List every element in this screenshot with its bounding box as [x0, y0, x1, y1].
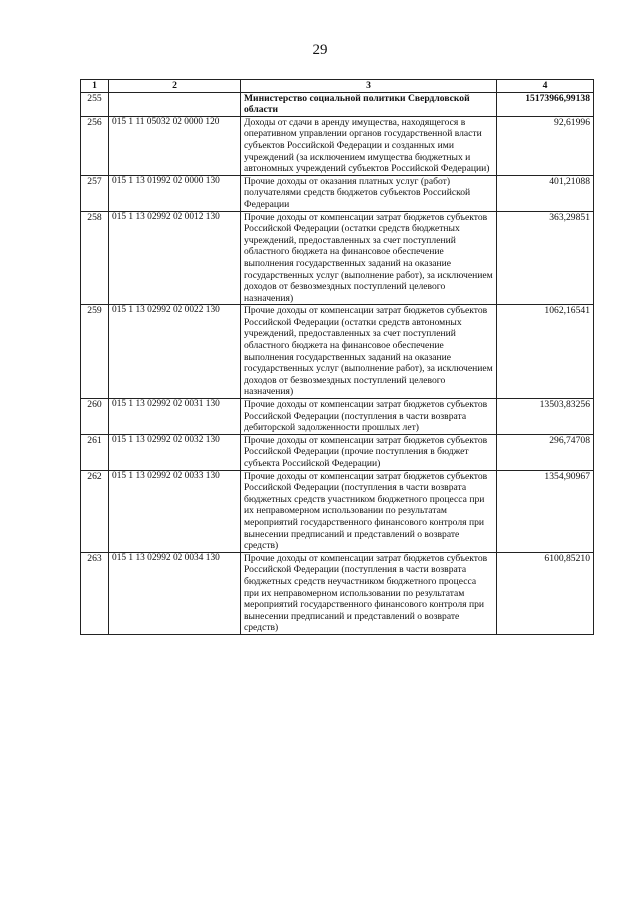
- revenue-name: Прочие доходы от компенсации затрат бюджетов субъектов Российской Федерации (остатки средств бюджетных учреждений, предоставленных за счет поступлений областного бюджета на финансовое обеспечение выполнения государственных заданий на оказание государственных услуг (выполнение работ), за исключением доходов от безвозмездных поступлений целевого назначения): [241, 211, 497, 305]
- table-header-row: [81, 80, 594, 93]
- amount: 401,21088: [497, 175, 594, 211]
- table-row: [81, 175, 594, 211]
- table-row: [81, 92, 594, 116]
- table-row: [81, 211, 594, 305]
- row-number: 257: [81, 175, 109, 211]
- amount: 1354,90967: [497, 470, 594, 552]
- revenue-name: Прочие доходы от компенсации затрат бюджетов субъектов Российской Федерации (поступления в части возврата дебиторской задолженности прошлых лет): [241, 399, 497, 435]
- amount: 296,74708: [497, 434, 594, 470]
- row-number: 263: [81, 552, 109, 634]
- revenue-name: Прочие доходы от компенсации затрат бюджетов субъектов Российской Федерации (остатки средств автономных учреждений, предоставленных за счет поступлений областного бюджета на финансовое обеспечение выполнения государственных заданий на оказание государственных услуг (выполнение работ), за исключением доходов от безвозмездных поступлений целевого назначения): [241, 305, 497, 399]
- amount: 15173966,99138: [497, 92, 594, 116]
- amount: 1062,16541: [497, 305, 594, 399]
- revenue-name: Доходы от сдачи в аренду имущества, находящегося в оперативном управлении органов государственной власти субъектов Российской Федерации и созданных ими учреждений (за исключением имущества бюджетных и автономных учреждений субъектов Российской Федерации): [241, 116, 497, 175]
- row-number: 261: [81, 434, 109, 470]
- column-header-2: 2: [109, 80, 241, 93]
- amount: 363,29851: [497, 211, 594, 305]
- row-number: 259: [81, 305, 109, 399]
- amount: 92,61996: [497, 116, 594, 175]
- budget-code: 015 1 11 05032 02 0000 120: [109, 116, 241, 175]
- budget-code: 015 1 13 02992 02 0032 130: [109, 434, 241, 470]
- row-number: 256: [81, 116, 109, 175]
- amount: 13503,83256: [497, 399, 594, 435]
- table-row: [81, 434, 594, 470]
- table-row: [81, 470, 594, 552]
- table-row: [81, 116, 594, 175]
- revenue-name: Прочие доходы от оказания платных услуг (работ) получателями средств бюджетов субъектов Российской Федерации: [241, 175, 497, 211]
- table-row: [81, 305, 594, 399]
- table-row: [81, 552, 594, 634]
- revenue-name: Министерство социальной политики Свердловской области: [241, 92, 497, 116]
- budget-code: 015 1 13 02992 02 0033 130: [109, 470, 241, 552]
- revenue-table: [80, 79, 594, 635]
- table-row: [81, 399, 594, 435]
- budget-code: 015 1 13 02992 02 0034 130: [109, 552, 241, 634]
- revenue-name: Прочие доходы от компенсации затрат бюджетов субъектов Российской Федерации (поступления в части возврата бюджетных средств участником бюджетного процесса при их неправомерном использовании по результатам мероприятий государственного финансового контроля при вынесении предписаний и представлений о возврате средств): [241, 470, 497, 552]
- budget-code: 015 1 13 01992 02 0000 130: [109, 175, 241, 211]
- page-number: 29: [312, 42, 328, 58]
- budget-code: 015 1 13 02992 02 0031 130: [109, 399, 241, 435]
- row-number: 262: [81, 470, 109, 552]
- row-number: 260: [81, 399, 109, 435]
- revenue-name: Прочие доходы от компенсации затрат бюджетов субъектов Российской Федерации (поступления в части возврата бюджетных средств неучастником бюджетного процесса при их неправомерном использовании по результатам мероприятий государственного финансового контроля при вынесении предписаний и представлений о возврате средств): [241, 552, 497, 634]
- row-number: 258: [81, 211, 109, 305]
- budget-code: 015 1 13 02992 02 0012 130: [109, 211, 241, 305]
- amount: 6100,85210: [497, 552, 594, 634]
- budget-code: [109, 92, 241, 116]
- column-header-4: 4: [497, 80, 594, 93]
- row-number: 255: [81, 92, 109, 116]
- revenue-name: Прочие доходы от компенсации затрат бюджетов субъектов Российской Федерации (прочие поступления в бюджет субъекта Российской Федерации): [241, 434, 497, 470]
- budget-code: 015 1 13 02992 02 0022 130: [109, 305, 241, 399]
- column-header-1: 1: [81, 80, 109, 93]
- column-header-3: 3: [241, 80, 497, 93]
